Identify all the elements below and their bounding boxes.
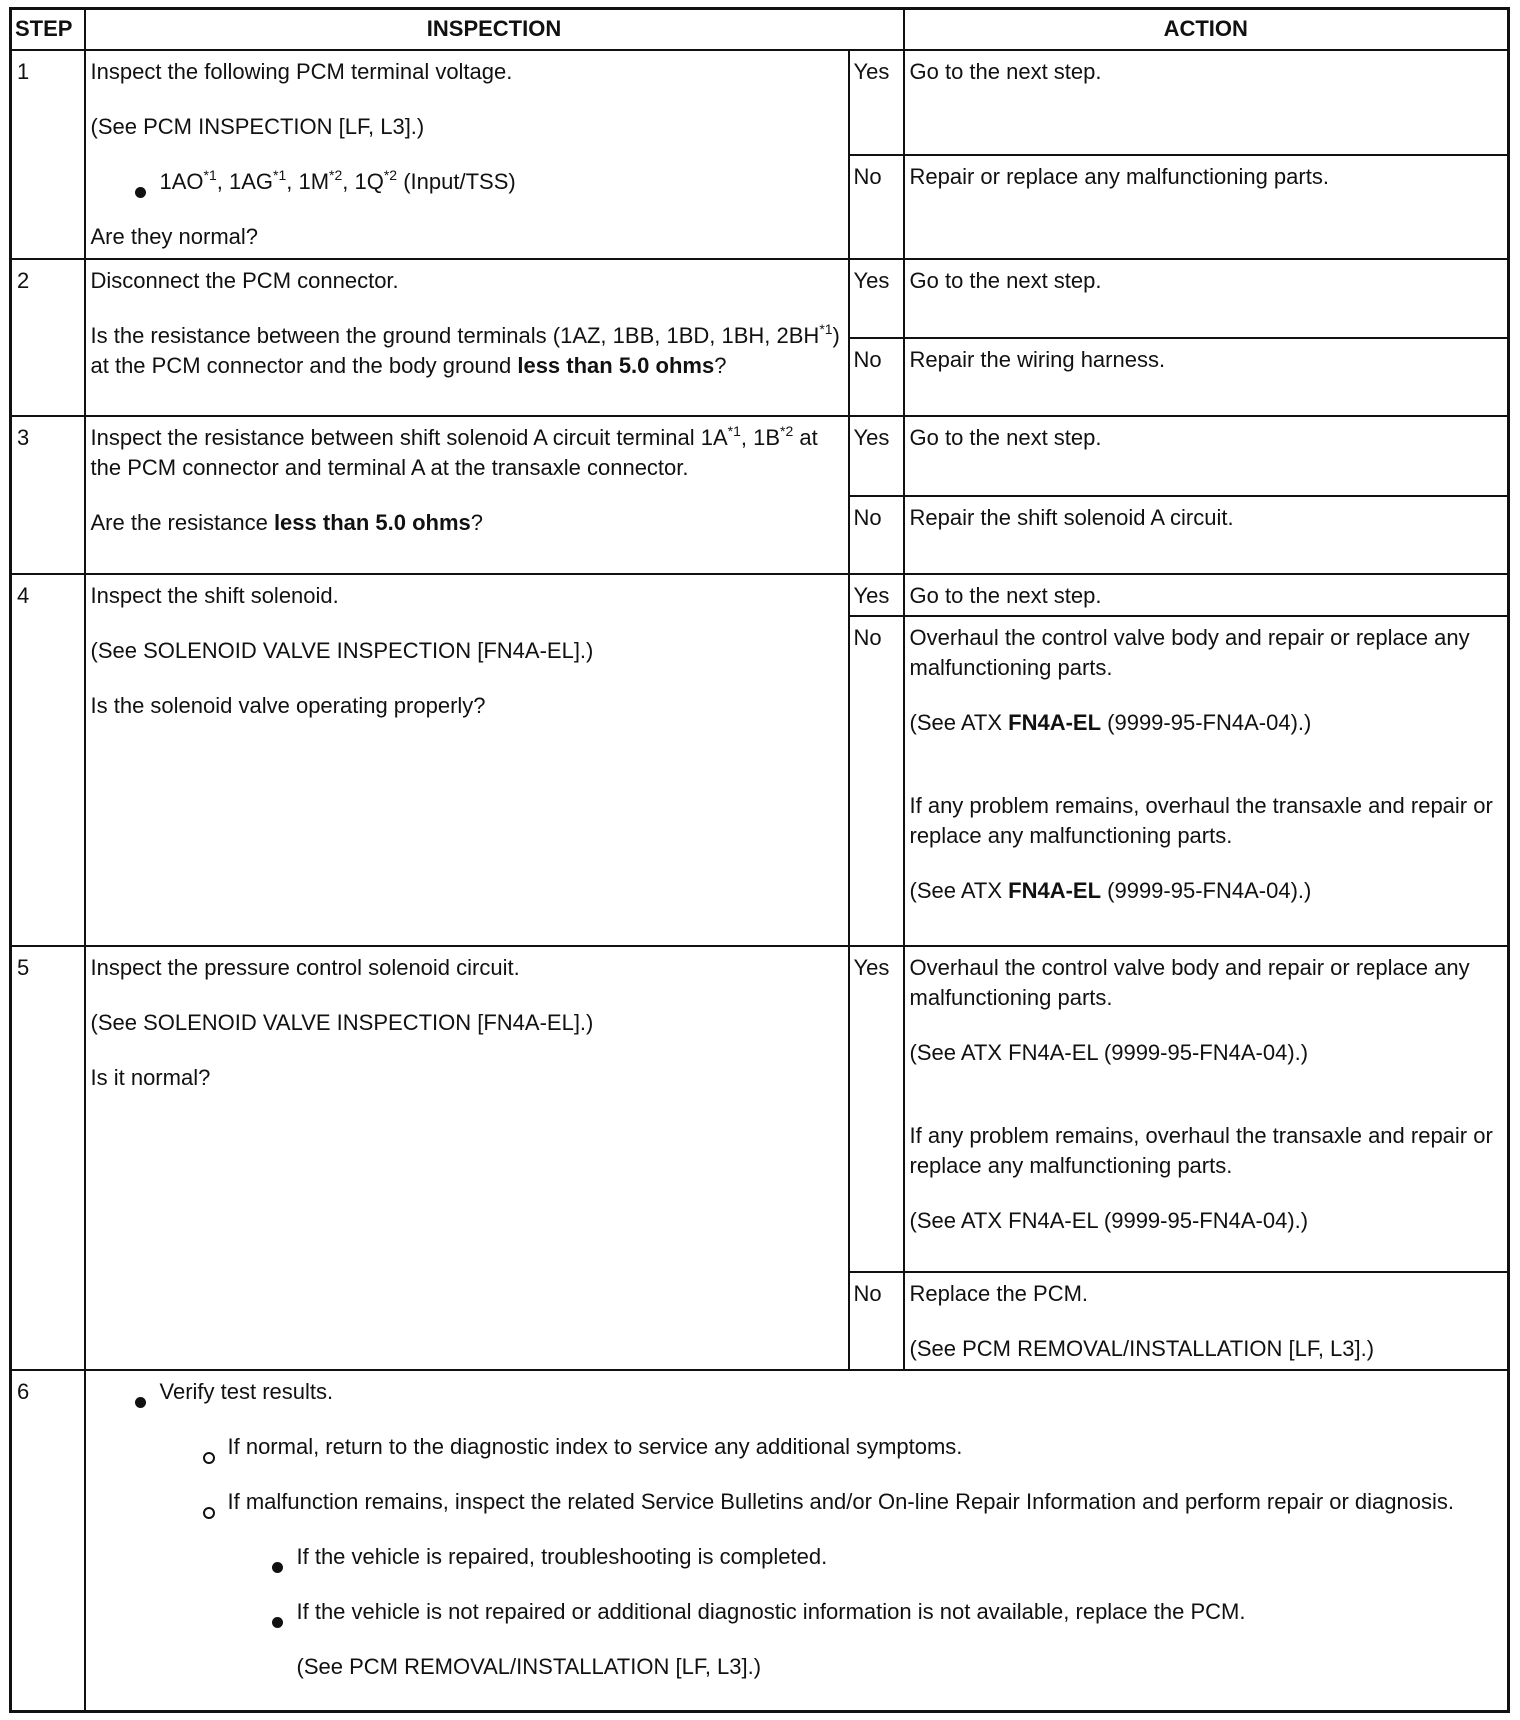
paragraph (910, 345, 1502, 375)
step-number: 5 (11, 946, 85, 1370)
paragraph (910, 423, 1502, 453)
footnote-marker: *2 (329, 166, 343, 183)
text-segment: Verify test results. (159, 1378, 334, 1404)
paragraph (91, 508, 842, 538)
circle-bullet-icon (203, 1452, 215, 1464)
no-label: No (849, 155, 904, 259)
yes-action-cell (904, 50, 1509, 155)
text-segment: Inspect the following PCM terminal voltage. (90, 58, 513, 84)
step-row (11, 50, 1509, 155)
text-segment: If the vehicle is repaired, troubleshooting is completed. (296, 1543, 828, 1569)
paragraph (910, 162, 1502, 192)
step-number: 4 (11, 574, 85, 946)
header-inspection: INSPECTION (85, 9, 904, 50)
paragraph (91, 581, 842, 611)
inspection-cell (85, 416, 849, 574)
no-action-cell (904, 338, 1509, 416)
text-segment: If the vehicle is not repaired or additional diagnostic information is not available, replace the PCM. (296, 1598, 1246, 1624)
paragraph (91, 423, 842, 483)
text-segment: ? (714, 352, 727, 378)
inspection-cell (85, 574, 849, 946)
text-segment: less than 5.0 ohms (273, 509, 471, 535)
inspection-cell (85, 259, 849, 416)
step-number: 2 (11, 259, 85, 416)
footnote-marker: *2 (780, 422, 794, 439)
text-segment: Repair the wiring harness. (909, 346, 1166, 372)
troubleshooting-table (9, 7, 1510, 1713)
footnote-marker: *2 (383, 166, 398, 183)
text-segment: (9999-95-FN4A-04).) (1101, 877, 1312, 903)
bullet-item (91, 1377, 1502, 1407)
paragraph (910, 791, 1502, 851)
no-action-cell (904, 155, 1509, 259)
text-segment: If normal, return to the diagnostic index to service any additional symptoms. (227, 1433, 963, 1459)
bullet-item (91, 167, 842, 197)
yes-label: Yes (849, 574, 904, 616)
yes-action-cell (904, 574, 1509, 616)
yes-action-cell (904, 416, 1509, 496)
step-row (11, 946, 1509, 1272)
text-segment: (See ATX FN4A-EL (9999-95-FN4A-04).) (909, 1039, 1309, 1065)
text-segment: (See PCM REMOVAL/INSTALLATION [LF, L3].) (296, 1653, 762, 1679)
text-segment: (See ATX (909, 709, 1009, 735)
text-segment: Overhaul the control valve body and repair or replace any malfunctioning parts. (909, 624, 1470, 680)
footnote-marker: *1 (203, 166, 217, 183)
text-segment: , 1AG (216, 168, 274, 194)
text-segment: , 1Q (342, 168, 384, 194)
bullet-item (91, 1542, 1502, 1572)
text-segment: Go to the next step. (909, 267, 1102, 293)
text-segment: If any problem remains, overhaul the transaxle and repair or replace any malfunctioning parts. (909, 1122, 1493, 1178)
text-segment: Are the resistance (90, 509, 274, 535)
no-action-cell (904, 1272, 1509, 1370)
text-segment: Repair the shift solenoid A circuit. (909, 504, 1234, 530)
paragraph (91, 636, 842, 666)
footnote-marker: *1 (727, 422, 741, 439)
paragraph (91, 1063, 842, 1093)
header-step: STEP (11, 9, 85, 50)
text-segment: Go to the next step. (909, 424, 1102, 450)
paragraph (910, 1279, 1502, 1309)
text-segment: Overhaul the control valve body and repair or replace any malfunctioning parts. (909, 954, 1470, 1010)
text-segment: (See SOLENOID VALVE INSPECTION [FN4A-EL].) (90, 1009, 594, 1035)
text-segment: (9999-95-FN4A-04).) (1101, 709, 1312, 735)
text-segment: Go to the next step. (909, 582, 1102, 608)
text-segment: (See ATX (909, 877, 1009, 903)
text-segment: (Input/TSS) (397, 168, 516, 194)
text-segment: (See ATX FN4A-EL (9999-95-FN4A-04).) (909, 1207, 1309, 1233)
paragraph (91, 691, 842, 721)
text-segment: Go to the next step. (909, 58, 1102, 84)
paragraph (91, 57, 842, 87)
paragraph (910, 1038, 1502, 1068)
paragraph (910, 1206, 1502, 1236)
dot-bullet-icon (135, 187, 146, 198)
no-label: No (849, 496, 904, 574)
verify-results-cell (85, 1370, 1509, 1712)
paragraph (910, 581, 1502, 611)
text-segment: (See SOLENOID VALVE INSPECTION [FN4A-EL].) (90, 637, 594, 663)
text-segment: ) at the PCM connector and the body ground (90, 322, 840, 378)
text-segment: less than 5.0 ohms (517, 352, 715, 378)
footnote-marker: *1 (819, 320, 833, 337)
paragraph (91, 222, 842, 252)
dot-bullet-icon (135, 1397, 146, 1408)
text-segment: Inspect the pressure control solenoid circuit. (90, 954, 520, 980)
text-segment: at the PCM connector and terminal A at the transaxle connector. (90, 424, 818, 480)
text-segment: FN4A-EL (1008, 877, 1102, 903)
paragraph (91, 1008, 842, 1038)
bullet-item (91, 1432, 1502, 1462)
paragraph (91, 321, 842, 381)
paragraph (910, 953, 1502, 1013)
yes-action-cell (904, 946, 1509, 1272)
no-label: No (849, 338, 904, 416)
dot-bullet-icon (272, 1562, 283, 1573)
inspection-cell (85, 50, 849, 259)
dot-bullet-icon (272, 1617, 283, 1628)
text-segment: , 1M (286, 168, 330, 194)
text-segment: Replace the PCM. (909, 1280, 1089, 1306)
step-number: 3 (11, 416, 85, 574)
text-segment: Is it normal? (90, 1064, 211, 1090)
bullet-item (91, 1487, 1502, 1517)
no-action-cell (904, 496, 1509, 574)
text-segment: If any problem remains, overhaul the transaxle and repair or replace any malfunctioning parts. (909, 792, 1493, 848)
bullet-item (91, 1597, 1502, 1627)
yes-label: Yes (849, 416, 904, 496)
yes-label: Yes (849, 259, 904, 338)
text-segment: FN4A-EL (1008, 709, 1102, 735)
text-segment: Is the resistance between the ground terminals (1AZ, 1BB, 1BD, 1BH, 2BH (90, 322, 820, 348)
no-label: No (849, 1272, 904, 1370)
paragraph (91, 112, 842, 142)
text-segment: Inspect the resistance between shift solenoid A circuit terminal 1A (90, 424, 728, 450)
circle-bullet-icon (203, 1507, 215, 1519)
paragraph (910, 266, 1502, 296)
text-segment: , 1B (740, 424, 780, 450)
paragraph (91, 1652, 1502, 1682)
paragraph (910, 876, 1502, 906)
inspection-cell (85, 946, 849, 1370)
paragraph (910, 57, 1502, 87)
step-row (11, 416, 1509, 496)
text-segment: Are they normal? (90, 223, 259, 249)
footnote-marker: *1 (273, 166, 287, 183)
text-segment: ? (470, 509, 484, 535)
text-segment: (See PCM INSPECTION [LF, L3].) (90, 113, 425, 139)
text-segment: Inspect the shift solenoid. (90, 582, 339, 608)
text-segment: 1AO (159, 168, 204, 194)
step-row (11, 259, 1509, 338)
text-segment: If malfunction remains, inspect the related Service Bulletins and/or On-line Repair Information and perform repair or diagnosis. (227, 1488, 1454, 1514)
step-row (11, 574, 1509, 616)
paragraph (91, 953, 842, 983)
step-number: 6 (11, 1370, 85, 1712)
paragraph (910, 623, 1502, 683)
paragraph (910, 1334, 1502, 1364)
text-segment: (See PCM REMOVAL/INSTALLATION [LF, L3].) (909, 1335, 1375, 1361)
text-segment: Disconnect the PCM connector. (90, 267, 399, 293)
no-label: No (849, 616, 904, 946)
text-segment: Repair or replace any malfunctioning parts. (909, 163, 1329, 189)
paragraph (910, 503, 1502, 533)
yes-label: Yes (849, 50, 904, 155)
step-row (11, 1370, 1509, 1712)
no-action-cell (904, 616, 1509, 946)
yes-label: Yes (849, 946, 904, 1272)
yes-action-cell (904, 259, 1509, 338)
paragraph (910, 1121, 1502, 1181)
paragraph (91, 266, 842, 296)
step-number: 1 (11, 50, 85, 259)
text-segment: Is the solenoid valve operating properly? (90, 692, 486, 718)
paragraph (910, 708, 1502, 738)
header-action: ACTION (904, 9, 1509, 50)
